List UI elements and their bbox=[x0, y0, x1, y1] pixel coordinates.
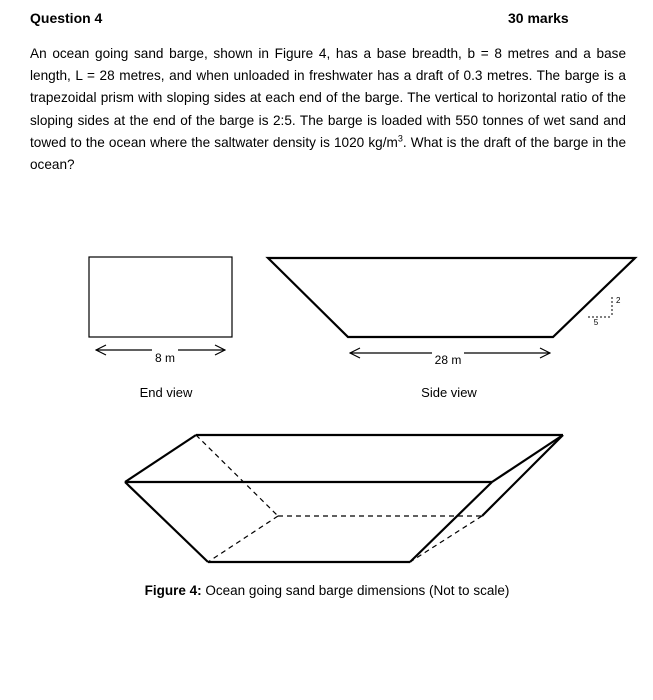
edge-front-left-slope bbox=[125, 482, 208, 562]
end-view bbox=[89, 257, 232, 400]
hidden-edge-bottom-right bbox=[410, 516, 482, 562]
side-view-trapezoid bbox=[268, 258, 635, 337]
question-text-end: . What is the draft of the barge in the ocean? bbox=[30, 134, 627, 173]
figure-caption bbox=[145, 583, 510, 598]
edge-top-right bbox=[492, 435, 563, 482]
edge-front-right-slope bbox=[410, 482, 492, 562]
side-view-caption: Side view bbox=[421, 385, 477, 400]
end-view-dimension-label: 8 m bbox=[154, 351, 176, 365]
slope-vertical-label: 2 bbox=[616, 296, 621, 305]
side-view bbox=[268, 258, 635, 400]
question-marks: 30 marks bbox=[508, 10, 569, 26]
end-view-rectangle bbox=[89, 257, 232, 337]
slope-horizontal-label: 5 bbox=[593, 318, 599, 327]
hidden-edge-bottom-left bbox=[208, 516, 278, 562]
figure-caption-label: Figure 4: bbox=[144, 583, 202, 598]
edge-top-left bbox=[125, 435, 196, 482]
question-text-main: An ocean going sand barge, shown in Figure 4, has a base breadth, b = 8 metres and a base length, L = 28 metres, and when unloaded in freshwater has a draft of 0.3 metres. The barge is a trapezoidal prism with sloping sides at each end of the barge. The vertical to horizontal ratio of the sloping sides at the end of the barge is 2:5. The barge is loaded with 550 tonnes of wet sand and towed to the ocean where the saltwater density is 1020 kg/m bbox=[30, 46, 626, 150]
question-title: Question 4 bbox=[30, 10, 103, 26]
end-view-caption: End view bbox=[139, 385, 193, 400]
figure-caption-text: Ocean going sand barge dimensions (Not to scale) bbox=[201, 583, 510, 598]
side-view-dimension-label: 28 m bbox=[434, 353, 462, 367]
edge-back-right-slope bbox=[482, 435, 563, 516]
superscript-exponent: 3 bbox=[397, 133, 403, 144]
isometric-view bbox=[125, 435, 563, 562]
hidden-edge-top-back-slope bbox=[196, 435, 278, 516]
